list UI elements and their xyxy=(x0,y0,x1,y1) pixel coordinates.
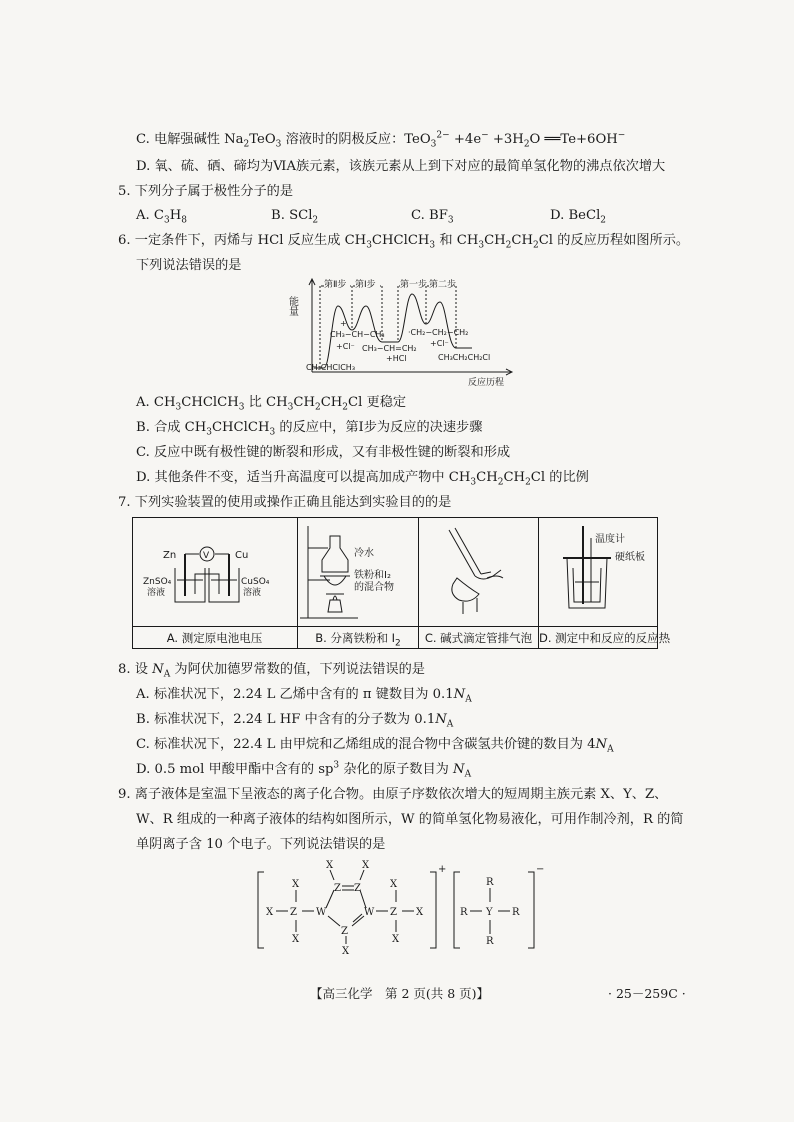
znso4-solution-label: 溶液 xyxy=(147,588,166,598)
product-left: CH₃CHClCH₃ xyxy=(306,363,356,372)
cold-water-label: 冷水 xyxy=(354,548,374,559)
sublimation-apparatus-image xyxy=(298,518,418,625)
atom-z-4: Z xyxy=(341,926,348,937)
zn-label: Zn xyxy=(163,550,177,561)
q7-option-c-label: C. 碱式滴定管排气泡 xyxy=(424,631,533,645)
atom-y: Y xyxy=(486,907,493,918)
q8-option-b: B. 标准状况下，2.24 L HF 中含有的分子数为 $0.1N_A$ xyxy=(136,712,454,730)
page-footer-code: · 25－259C · xyxy=(608,986,686,1001)
atom-x-7: X xyxy=(390,879,398,890)
atom-z-5: Z xyxy=(390,907,397,918)
q6-option-a: A. $CH_3CHClCH_3$ 比 $CH_3CH_2CH_2Cl$ 更稳定 xyxy=(136,395,407,413)
step2-left-label: 第Ⅱ步 xyxy=(324,280,347,290)
q6-stem-line1: 6. 一定条件下，丙烯与 HCl 反应生成 $CH_3CHClCH_3$ 和 $CH_3CH_2CH_2Cl$ 的反应历程如图所示。 xyxy=(118,233,690,251)
atom-x-4: X xyxy=(326,860,334,871)
atom-r-2: R xyxy=(486,877,494,888)
q5-option-b: B. SCl$_2$ xyxy=(271,208,319,226)
atom-x-1: X xyxy=(266,907,274,918)
q7-option-a-label: A. 测定原电池电压 xyxy=(166,631,263,645)
q5-option-a: A. $C_3H_8$ xyxy=(136,208,187,226)
q9-stem-line3: 单阴离子含 10 个电子。下列说法错误的是 xyxy=(136,837,386,852)
step1-left-label: 第Ⅰ步 xyxy=(355,280,376,290)
hcl-label: +HCl xyxy=(386,354,407,363)
atom-z-2: Z xyxy=(334,883,341,894)
step1-right-label: 第一步 xyxy=(400,280,428,290)
step2-right-label: 第二步 xyxy=(429,280,457,290)
cu-label: Cu xyxy=(235,550,249,561)
atom-z-3: Z xyxy=(354,883,361,894)
start-propene: CH₃−CH=CH₂ xyxy=(362,344,417,353)
q9-stem-line2: W、R 组成的一种离子液体的结构如图所示，W 的简单氢化物易液化，可用作制冷剂，R 的简 xyxy=(136,812,684,827)
q6-option-b: B. 合成 $CH_3CHClCH_3$ 的反应中，第Ⅰ步为反应的决速步骤 xyxy=(136,420,483,438)
q8-option-d: D. 0.5 mol 甲酸甲酯中含有的 $sp^3$ 杂化的原子数目为 $N_A$ xyxy=(136,760,472,780)
atom-w-1: W xyxy=(316,907,327,918)
q8-stem: 8. 设 $N_A$ 为阿伏加德罗常数的值，下列说法错误的是 xyxy=(118,662,425,680)
q8-option-a: A. 标准状况下，2.24 L 乙烯中含有的 π 键数目为 $0.1N_A$ xyxy=(136,687,472,705)
atom-x-9: X xyxy=(416,907,424,918)
q6-stem-line2: 下列说法错误的是 xyxy=(136,258,242,273)
atom-x-3: X xyxy=(292,934,300,945)
atom-w-2: W xyxy=(364,907,375,918)
burette-image xyxy=(419,518,538,625)
cuso4-solution-label: 溶液 xyxy=(243,588,262,598)
cation-charge: + xyxy=(438,864,447,875)
x-axis-label: 反应历程 xyxy=(468,378,505,388)
atom-r-3: R xyxy=(486,936,494,947)
q7-option-d-label: D. 测定中和反应的反应热 xyxy=(539,631,671,645)
thermometer-label: 温度计 xyxy=(595,534,625,545)
atom-z-1: Z xyxy=(290,907,297,918)
znso4-label: ZnSO₄ xyxy=(143,577,172,587)
q5-option-c: C. $BF_3$ xyxy=(411,208,454,226)
intermediate-right: ·CH₂−CH₂−CH₂ xyxy=(408,328,469,337)
calorimeter-image xyxy=(539,518,655,625)
mixture-label: 的混合物 xyxy=(354,582,394,593)
atom-r-1: R xyxy=(460,907,468,918)
intermediate-left: CH₃−CH−CH₃ xyxy=(330,330,385,339)
page-footer-center: 【高三化学 第 2 页(共 8 页)】 xyxy=(310,986,490,1001)
q6-option-d: D. 其他条件不变，适当升高温度可以提高加成产物中 $CH_3CH_2CH_2Cl$ 的比例 xyxy=(136,470,589,488)
y-axis-label-top: 能量 xyxy=(286,296,298,316)
galvanic-cell-image xyxy=(133,518,296,625)
atom-x-2: X xyxy=(292,879,300,890)
product-right: CH₃CH₂CH₂Cl xyxy=(438,353,491,362)
cardboard-label: 硬纸板 xyxy=(615,552,645,563)
q7-stem: 7. 下列实验装置的使用或操作正确且能达到实验目的的是 xyxy=(118,495,452,510)
cl-left: +Cl⁻ xyxy=(336,342,355,351)
anion-charge: − xyxy=(536,864,545,875)
energy-diagram xyxy=(286,272,520,390)
q5-option-d: D. BeCl$_2$ xyxy=(550,208,607,226)
q5-stem: 5. 下列分子属于极性分子的是 xyxy=(118,184,294,199)
atom-x-8: X xyxy=(392,934,400,945)
cl-right: +Cl⁻ xyxy=(430,339,449,348)
ionic-liquid-structure xyxy=(250,858,550,958)
plus-left: + xyxy=(340,319,347,328)
atom-r-4: R xyxy=(512,907,520,918)
iron-iodine-label: 铁粉和I₂ xyxy=(354,570,391,581)
q7-option-b-label: B. 分离铁粉和 $I_2$ xyxy=(315,631,401,649)
q9-stem-line1: 9. 离子液体是室温下呈液态的离子化合物。由原子序数依次增大的短周期主族元素 X、Y、Z、 xyxy=(118,787,668,802)
q7-label-divider xyxy=(132,626,658,627)
cuso4-label: CuSO₄ xyxy=(241,577,270,587)
q4-option-d: D. 氧、硫、硒、碲均为ⅥA族元素，该族元素从上到下对应的最简单氢化物的沸点依次增大 xyxy=(136,159,666,174)
q6-option-c: C. 反应中既有极性键的断裂和形成，又有非极性键的断裂和形成 xyxy=(136,445,511,460)
q8-option-c: C. 标准状况下，22.4 L 由甲烷和乙烯组成的混合物中含碳氢共价键的数目为 $4N_A$ xyxy=(136,737,614,755)
atom-x-5: X xyxy=(362,860,370,871)
q4-option-c: C. 电解强碱性 $Na_2TeO_3$ 溶液时的阴极反应：$TeO_3^{2-} +4e^- +3H_2O$ ══Te+6OH− xyxy=(136,130,626,150)
atom-x-6: X xyxy=(342,946,350,957)
voltmeter-label: V xyxy=(203,551,210,561)
